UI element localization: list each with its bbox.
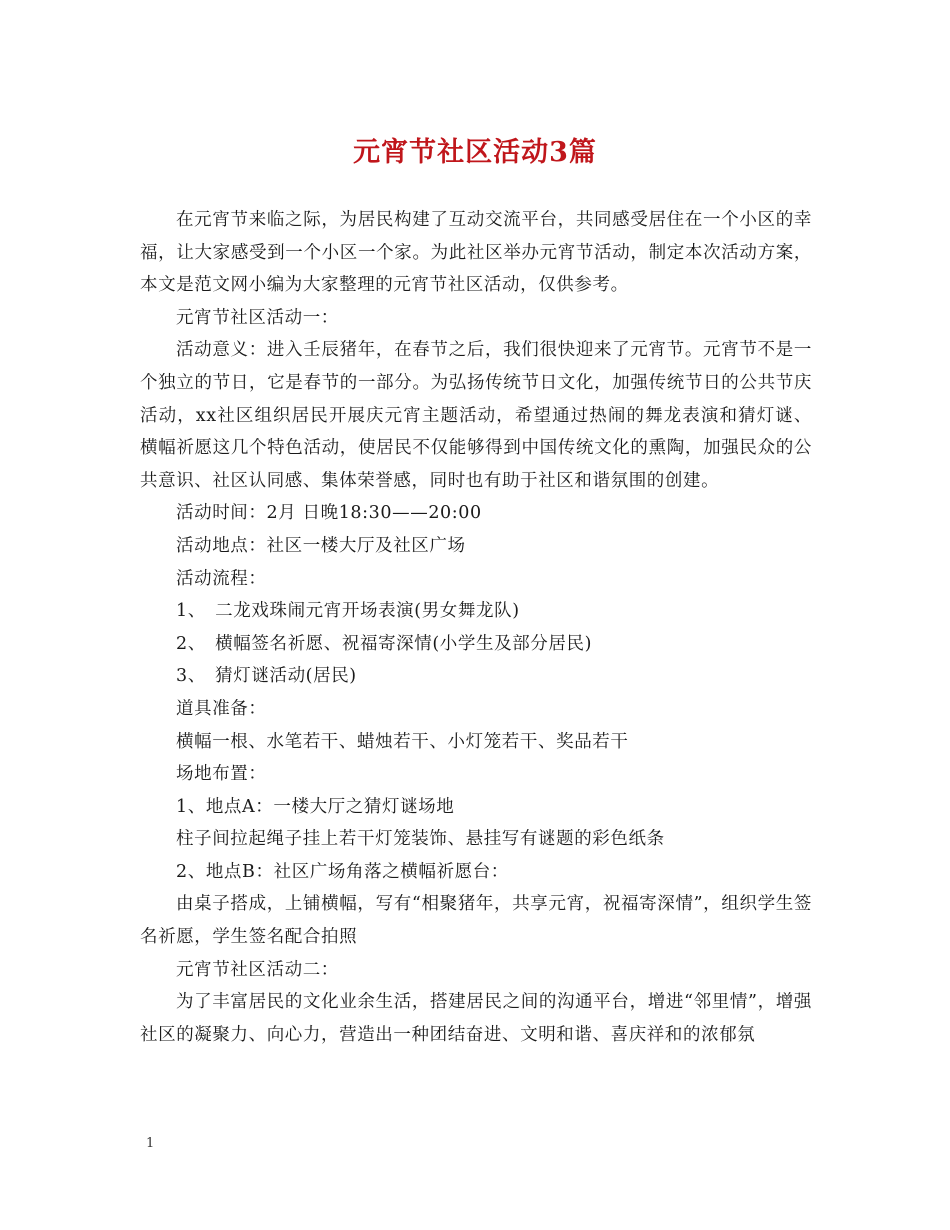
page-number: 1 <box>146 1136 155 1151</box>
paragraph-intro: 在元宵节来临之际，为居民构建了互动交流平台，共同感受居住在一个小区的幸福，让大家感受到一个小区一个家。为此社区举办元宵节活动，制定本次活动方案，本文是范文网小编为大家整理的元宵节社区活动，仅供参考。 <box>140 210 812 296</box>
paragraph-activity-significance: 活动意义：进入壬辰猪年，在春节之后，我们很快迎来了元宵节。元宵节不是一个独立的节日，它是春节的一部分。为弘扬传统节日文化，加强传统节日的公共节庆活动，xx社区组织居民开展庆元宵主题活动，希望通过热闹的舞龙表演和猜灯谜、横幅祈愿这几个特色活动，使居民不仅能够得到中国传统文化的熏陶，加强民众的公共意识、社区认同感、集体荣誉感，同时也有助于社区和谐氛围的创建。 <box>140 340 812 491</box>
list-item-process-3: 3、 猜灯谜活动(居民) <box>176 666 357 687</box>
paragraph-props-heading: 道具准备： <box>176 698 267 719</box>
paragraph-venue-b: 2、地点B：社区广场角落之横幅祈愿台： <box>176 861 509 882</box>
paragraph-activity-process-heading: 活动流程： <box>176 568 267 589</box>
paragraph-props-list: 横幅一根、水笔若干、蜡烛若干、小灯笼若干、奖品若干 <box>176 731 629 752</box>
paragraph-venue-heading: 场地布置： <box>176 764 267 785</box>
list-item-process-2: 2、 横幅签名祈愿、祝福寄深情(小学生及部分居民) <box>176 633 593 654</box>
paragraph-venue-a-detail: 柱子间拉起绳子挂上若干灯笼装饰、悬挂写有谜题的彩色纸条 <box>176 829 665 850</box>
section-heading-activity-one: 元宵节社区活动一： <box>176 307 339 328</box>
document-body <box>140 204 812 1051</box>
section-heading-activity-two: 元宵节社区活动二： <box>176 959 339 980</box>
paragraph-activity-two-intro: 为了丰富居民的文化业余生活，搭建居民之间的沟通平台，增进“邻里情”，增强社区的凝聚力、向心力，营造出一种团结奋进、文明和谐、喜庆祥和的浓郁氛 <box>140 992 812 1045</box>
paragraph-activity-time: 活动时间：2月 日晚18:30——20:00 <box>176 503 482 524</box>
paragraph-venue-b-detail: 由桌子搭成，上铺横幅，写有“相聚猪年，共享元宵，祝福寄深情”，组织学生签名祈愿，学生签名配合拍照 <box>140 894 812 948</box>
list-item-process-1: 1、 二龙戏珠闹元宵开场表演(男女舞龙队) <box>176 601 520 622</box>
paragraph-venue-a: 1、地点A：一楼大厅之猜灯谜场地 <box>176 796 455 817</box>
paragraph-activity-location: 活动地点：社区一楼大厅及社区广场 <box>176 535 466 556</box>
page-title: 元宵节社区活动3篇 <box>353 137 597 168</box>
